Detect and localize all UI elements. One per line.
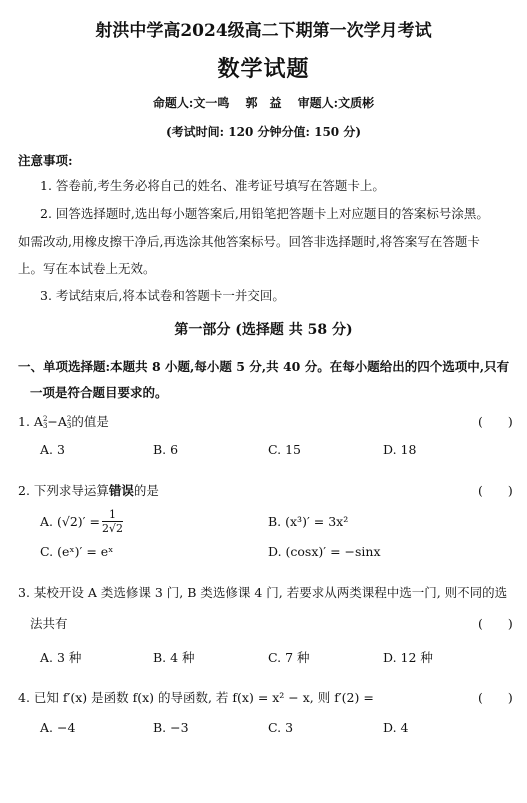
notice-item-1: 1. 答卷前,考生务必将自己的姓名、准考证号填写在答题卡上。 xyxy=(40,178,385,193)
question-4-stem: 4. 已知 f′(x) 是函数 f(x) 的导函数, 若 f(x) = x² − x, 则 f′(2) = xyxy=(18,690,374,705)
subject-title: 数学试题 xyxy=(217,56,310,82)
question-3-stem-line-2: 法共有 xyxy=(30,616,68,631)
question-1-stem: 1. A 2 3 −A 2 3 的值是 xyxy=(18,414,109,430)
question-3-stem-line-1: 3. 某校开设 A 类选修课 3 门, B 类选修课 4 门, 若要求从两类课程中选一门, 则不同的选 xyxy=(18,585,508,600)
exam-info: (考试时间: 120 分钟分值: 150 分) xyxy=(165,125,362,139)
q4-option-a: A. −4 xyxy=(40,720,76,735)
authors-line: 命题人:文一鸣 郭 益 审题人:文质彬 xyxy=(152,96,375,110)
part1-instruction-line-1: 一、单项选择题:本题共 8 小题,每小题 5 分,共 40 分。在每小题给出的四个选项中,只有 xyxy=(18,359,510,374)
question-3-answer-paren: ( ) xyxy=(478,616,513,631)
notice-item-2-line-2: 如需改动,用橡皮擦干净后,再选涂其他答案标号。回答非选择题时,将答案写在答题卡 xyxy=(18,234,480,249)
emphasis-wrong: 错误 xyxy=(108,483,134,498)
q3-option-b: B. 4 种 xyxy=(153,650,195,665)
notice-item-3: 3. 考试结束后,将本试卷和答题卡一并交回。 xyxy=(40,288,285,303)
notice-item-2-line-1: 2. 回答选择题时,选出每小题答案后,用铅笔把答题卡上对应题目的答案标号涂黑。 xyxy=(40,206,489,221)
q3-option-c: C. 7 种 xyxy=(268,650,310,665)
part1-instruction-line-2: 一项是符合题目要求的。 xyxy=(30,385,168,400)
q2-option-c: C. (eˣ)′ = eˣ xyxy=(40,544,114,559)
notice-heading: 注意事项: xyxy=(18,153,73,168)
q1-option-d: D. 18 xyxy=(383,442,417,457)
q4-option-c: C. 3 xyxy=(268,720,294,735)
q2-option-b: B. (x³)′ = 3x² xyxy=(268,514,349,529)
q1-option-a: A. 3 xyxy=(40,442,65,457)
q1-option-c: C. 15 xyxy=(268,442,301,457)
question-2-answer-paren: ( ) xyxy=(478,483,513,498)
q3-option-a: A. 3 种 xyxy=(40,650,82,665)
q4-option-d: D. 4 xyxy=(383,720,409,735)
q1-option-b: B. 6 xyxy=(153,442,179,457)
notice-item-2-line-3: 上。写在本试卷上无效。 xyxy=(18,261,156,276)
q4-option-b: B. −3 xyxy=(153,720,189,735)
exam-title: 射洪中学高2024级高二下期第一次学月考试 xyxy=(95,21,432,41)
q3-option-d: D. 12 种 xyxy=(383,650,433,665)
q2-option-d: D. (cosx)′ = −sinx xyxy=(268,544,381,559)
question-1-answer-paren: ( ) xyxy=(478,414,513,429)
section-heading: 第一部分 (选择题 共 58 分) xyxy=(174,322,353,338)
question-4-answer-paren: ( ) xyxy=(478,690,513,705)
question-2-stem: 2. 下列求导运算错误的是 xyxy=(18,483,159,498)
q2-option-a: A. (√2)′ = $\frac{1}{2√2}$ xyxy=(40,508,123,535)
